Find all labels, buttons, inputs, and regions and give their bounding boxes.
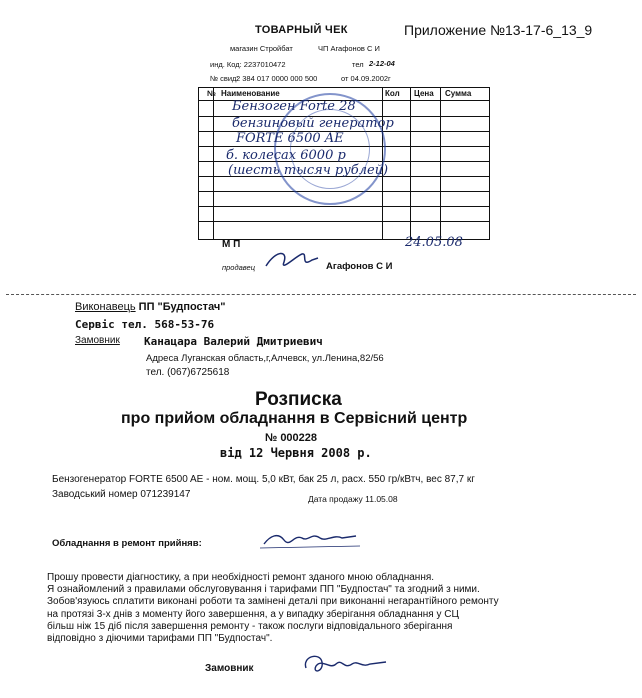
terms-text: [47, 572, 499, 645]
col-qty: Кол: [385, 89, 400, 98]
receipt-certificate: 2 384 017 0000 000 500: [236, 74, 318, 83]
receipt-phone: 2-12-04: [369, 59, 395, 68]
terms-line-6: відповідно з діючими тарифами ПП "Будпостач".: [47, 633, 273, 645]
customer-address: Адреса Луганская область,г,Алчевск, ул.Ленина,82/56: [146, 353, 384, 364]
service-phone: Сервіс тел. 568-53-76: [75, 318, 215, 331]
terms-line-2: Я ознайомлений з правилами обслуговування і тарифами ПП "Будпостач" та згодний з ними.: [47, 584, 480, 596]
col-price: Цена: [414, 89, 434, 98]
receipt-certificate-date: от 04.09.2002г: [341, 74, 391, 83]
document-date: від 12 Червня 2008 р.: [220, 446, 372, 460]
mp-label: М П: [222, 239, 241, 250]
terms-line-4: на протязі 3-х днів з моменту його завершення, а у випадку зберігання обладнання у СЦ: [47, 608, 459, 620]
executor-name: ПП "Будпостач": [138, 301, 226, 313]
receipt-shop: магазин Стройбат: [230, 44, 293, 53]
equipment-description: Бензогенератор FORTE 6500 AE - ном. мощ. 5,0 кВт, бак 25 л, расх. 550 гр/кВтч, вес 87,7 кг: [52, 474, 475, 485]
terms-line-3: Зобов'язуюсь сплатити виконані роботи та замінені деталі при виконанні негарантійного ремонту: [47, 596, 499, 608]
appendix-number: Приложение №13-17-6_13_9: [404, 22, 593, 38]
handwritten-line-3: FORTE 6500 AE: [236, 131, 344, 146]
receipt-inn: инд. Код: 2237010472: [210, 60, 286, 69]
document-subtitle: про прийом обладнання в Сервісний центр: [121, 410, 468, 427]
serial-number: Заводський номер 071239147: [52, 489, 191, 500]
executor-row: [75, 301, 226, 313]
handwritten-date: 24.05.08: [405, 235, 463, 250]
sale-date: Дата продажу 11.05.08: [308, 494, 398, 504]
customer-phone: тел. (067)6725618: [146, 367, 230, 378]
seller-label: продавец: [222, 263, 255, 272]
footer-customer-label: Замовник: [205, 663, 254, 674]
receipt-certificate-label: № свид:: [210, 74, 239, 83]
handwritten-line-2: бензиновый генератор: [232, 116, 394, 131]
handwritten-line-5: (шесть тысяч рублей): [228, 163, 389, 178]
handwritten-line-1: Бензоген Forte 28: [232, 99, 356, 114]
col-sum: Сумма: [445, 89, 472, 98]
col-number: №: [207, 89, 216, 98]
terms-line-5: більш ніж 15 діб після завершення ремонту - також послуги відповідального зберігання: [47, 620, 453, 632]
document-title: Розписка: [255, 389, 342, 410]
seller-signature-icon: [262, 246, 322, 274]
customer-name: Канацара Валерий Дмитриевич: [144, 335, 323, 348]
executor-label: Виконавець: [75, 301, 136, 313]
seller-name: Агафонов С И: [326, 261, 393, 272]
handwritten-line-4: б. колесах 6000 р: [226, 148, 346, 163]
accepted-label: Обладнання в ремонт прийняв:: [52, 538, 202, 549]
terms-line-1: Прошу провести діагностику, а при необхідності ремонт зданого мною обладнання.: [47, 572, 435, 583]
receipt-title: ТОВАРНЫЙ ЧЕК: [255, 24, 348, 36]
divider: [6, 294, 636, 295]
customer-label: Замовник: [75, 335, 120, 346]
document-number: № 000228: [265, 432, 318, 444]
receipt-owner: ЧП Агафонов С И: [318, 44, 380, 53]
receipt-phone-label: тел: [352, 60, 364, 69]
customer-signature-icon: [300, 648, 390, 680]
accepted-signature-icon: [260, 528, 360, 552]
col-name: Наименование: [221, 89, 280, 98]
